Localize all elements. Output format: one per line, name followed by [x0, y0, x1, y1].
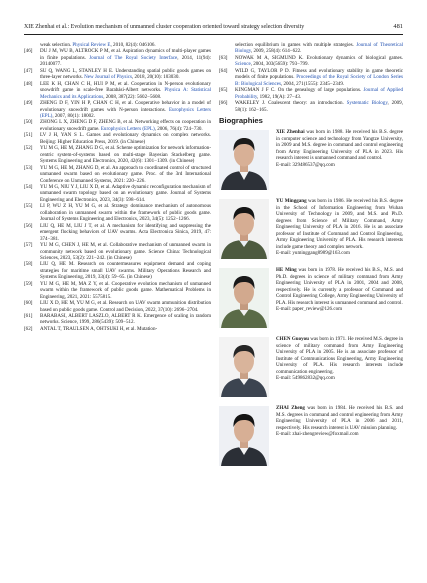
reference-link[interactable]: Journal of Applied Probability	[235, 87, 403, 100]
reference-item: [51] LV J H, YAN S L. Games and evolutionary dynamics on complex networks. Beijing: Higher Education Press, 2019. (in Chinese)	[24, 132, 211, 145]
reference-item: [47] SU Q, WANG L, STANLEY H E. Understanding spatial public goods games on three-layer networks. New Journal of Physics, 2018, 20(10): 103030.	[24, 67, 211, 81]
reference-item: [66] WAKELEY J. Coalescent theory: an introduction. Systematic Biology, 2009, 58(1): 162−165.	[219, 100, 403, 113]
reference-item: selection equilibrium in games with multiple strategies. Journal of Theoretical Biology, 2009, 258(4): 614−622.	[235, 42, 403, 55]
page-number: 481	[393, 23, 403, 30]
portrait-icon	[219, 199, 269, 259]
reference-item: [55] LI P, WU Z H, YU M G, et al. Strategy dominance mechanism of autonomous collaboration in unmanned swarm within the framework of public goods game. Journal of Systems Engineering and Electronics, 2023, 34(5): 1252−1266.	[24, 203, 211, 223]
reference-item: [62] ANTAL T, TRAULSEN A, OHTSUKI H, et al. Mutation-	[24, 325, 158, 332]
author-photo	[219, 337, 269, 397]
reference-link[interactable]: New Journal of Physics	[84, 74, 132, 81]
biography-entry: ZHAI Zheng was born in 1984. He received his B.S. and M.S. degrees in command and control engineering from Army Engineering University of PLA in 2006 and 2011, respectively. His research interest is UAV mission planning. E-mail: zhai-zhengreview@foxmail.com	[219, 405, 403, 468]
references-left-column	[24, 42, 211, 332]
biographies-heading: Biographies	[219, 115, 263, 125]
biography-entry: YU Minggang was born in 1986. He received his B.S. degree in the School of Information Engineering from Wuhan University of Technology in 2009, and M.S. and Ph.D. degrees from Science of Military Command, Army Engineering University of PLA in 2016. He is an associate professor of Institute of Command and Control Engineering, Army Engineering University of PLA. His research interests include game theory and complex network. E-mail: yuminggang8989@163.com	[219, 198, 403, 261]
reference-item: [56] LIU Q, HE M, LIU J T, et al. A mechanism for identifying and suppressing the emergent flocking behaviors of UAV swarms. Acta Electronica Sinica, 2019, 47: 374−381.	[24, 222, 211, 242]
right-column	[219, 42, 403, 474]
reference-item: [59] YU M G, HE M, MA Z Y, et al. Cooperative evolution mechanism of unmanned swarm within the framework of public goods game. Mathematical Problems in Engineering, 2021, 2021: 5575815.	[24, 280, 211, 300]
author-email[interactable]: E-mail: 329486537@qq.com	[276, 161, 335, 168]
reference-item: weak selection. Physical Review E, 2010, 82(4): 046106.	[40, 42, 156, 48]
portrait-icon	[219, 337, 269, 397]
biography-entry: XIE Zhenhai was born in 1988. He received his B.S. degree in computer science and technology from Yangtze University, in 2009 and M.S. degree in command and control engineering from Army Engineering University of PLA in 2023. His research interest is unmanned command and control. E-mail: 329486537@qq.com	[219, 129, 403, 192]
author-photo	[219, 130, 269, 190]
author-name: HE Ming	[276, 267, 297, 274]
reference-link[interactable]: Systematic Biology	[346, 100, 388, 107]
author-email[interactable]: E-mail: yuminggang8989@163.com	[276, 250, 350, 257]
portrait-icon	[219, 268, 269, 328]
author-photo	[219, 199, 269, 259]
author-email[interactable]: E-mail: 549862832@qq.com	[276, 375, 335, 382]
author-name: YU Minggang	[276, 198, 307, 205]
author-photo	[219, 406, 269, 466]
reference-item: [49] ZHENG D F, YIN H P, CHAN C H, et al. Cooperative behavior in a model of evolutionary snowdrift games with N-person interactions. Europhysics Letters (EPL), 2007, 80(1): 18002.	[24, 100, 212, 119]
author-name: XIE Zhenhai	[276, 129, 305, 136]
reference-link[interactable]: Proceedings of the Royal Society of London Series B: Biological Sciences	[235, 74, 403, 87]
running-title: XIE Zhenhai et al.: Evolution mechanism of unmanned cluster cooperation oriented toward strategy selection diversity	[24, 24, 305, 30]
portrait-icon	[219, 130, 269, 190]
author-photo	[219, 268, 269, 328]
reference-link[interactable]: Science	[235, 61, 251, 68]
biography-entry: HE Ming was born in 1978. He received his B.S., M.S. and Ph.D. degrees in science of military command from Army Engineering University of PLA in 2001, 2004 and 2008, respectively. He is currently a professor of Command and Control Engineering College, Army Engineering University of PLA. His research interest is unmanned command and control. E-mail: paper_review@126.com	[219, 267, 403, 330]
reference-item: [54] YU M G, NIU Y J, LIU X D, et al. Adaptive dynamic reconfiguration mechanism of unmanned swarm topology based on an evolutionary game. Journal of Systems Engineering and Electronics, 2023, 34(3): 598−614.	[24, 183, 211, 203]
author-email[interactable]: E-mail: paper_review@126.com	[276, 306, 343, 313]
reference-link[interactable]: Journal of Theoretical Biology	[235, 42, 403, 55]
reference-item: [60] LIU X D, HE M, YU M G, et al. Research on UAV swarm ammunition distribution based on public goods game. Control and Decision, 2022, 37(10): 2696−2704.	[24, 300, 211, 313]
portrait-icon	[219, 406, 269, 466]
reference-link[interactable]: Physica A: Statistical Mechanics and its Applications	[40, 87, 211, 100]
reference-item: [58] LIU Q, HE M. Research on countermeasures equipment demand and coping strategies for maritime small UAV swarms. Military Operations Research and Systems Engineering, 2019, 33(4): 59−65. (in Chinese)	[24, 261, 211, 281]
reference-item: [57] YU M G, CHEN J, HE M, et al. Collaborative mechanism of unmanned swarm in community network based on evolutionary game. Science China: Technological Sciences, 2023, 53(2): 221−242. (in Chinese)	[24, 242, 211, 261]
reference-link[interactable]: Journal of The Royal Society Interface	[89, 54, 178, 61]
reference-item: [53] YU M G, HE M, ZHANG D, et al. An approach to coordinated control of structured unmanned swarm based on evolutionary game. Proc. of the 3rd International Conference on Unmanned Systems, 2021: 220−226.	[24, 164, 211, 184]
reference-item: [52] YU M G, HE M, ZHANG D G, et al. Scheme optimization for network information-centric system-of-systems based on multi-stage Bayesian Stackelberg game. Systems Engineering and Electronics, 2020, 42(6): 1301−1309. (in Chinese)	[24, 145, 212, 165]
reference-item: [63] NOWAK M A, SIGMUND K. Evolutionary dynamics of biological games. Science, 2004, 303(5659): 793−799.	[219, 54, 403, 68]
reference-item: [50] ZHONG L X, ZHENG D F, ZHENG B, et al. Networking effects on cooperation in evolutionary snowdrift game. Europhysics Letters (EPL), 2006, 76(4): 724−730.	[24, 119, 211, 132]
reference-item: [48] LEE K H, CHAN C H, HUI P M, et al. Cooperation in N-person evolutionary snowdrift game in scale-free Barabási-Albert networks. Physica A: Statistical Mechanics and its Applications, 2008, 387(22): 5602−5608.	[24, 80, 211, 100]
author-name: CHEN Guoyou	[276, 336, 309, 343]
reference-item: [65] KINGMAN J F C. On the genealogy of large populations. Journal of Applied Probability, 1982, 19(A): 27−43.	[219, 87, 403, 100]
running-header	[24, 22, 403, 35]
reference-item: [46] DU J M, WU B, ALTROCK P M, et al. Aspiration dynamics of multi-player games in finite populations. Journal of The Royal Society Interface, 2014, 11(94): 20140077.	[24, 48, 211, 68]
reference-item: [61] BARABASI, ALBERT LASZLO, ALBERT R K. Emergence of scaling in random networks. Science, 1999, 286(5439): 509−512.	[24, 313, 211, 326]
author-name: ZHAI Zheng	[276, 405, 305, 412]
reference-item: [64] WILD G, TAYLOR P D. Fitness and evolutionary stability in game theoretic models of finite populations. Proceedings of the Royal Society of London Series B: Biological Sciences, 2004, 271(1555): 2345−2349.	[219, 67, 403, 87]
biography-entry: CHEN Guoyou was born in 1971. He received M.S. degree in science of military command from Army Engineering University of PLA in 2005. He is an associate professor of Institute of Communications Engineering, Army Engineering University of PLA. His research interests include communication engineering. E-mail: 549862832@qq.com	[219, 336, 403, 399]
reference-link[interactable]: Physical Review E	[72, 42, 111, 48]
author-email[interactable]: E-mail: zhai-zhengreview@foxmail.com	[276, 431, 359, 438]
reference-link[interactable]: Europhysics Letters (EPL)	[40, 106, 212, 119]
reference-link[interactable]: Europhysics Letters (EPL)	[100, 125, 155, 132]
